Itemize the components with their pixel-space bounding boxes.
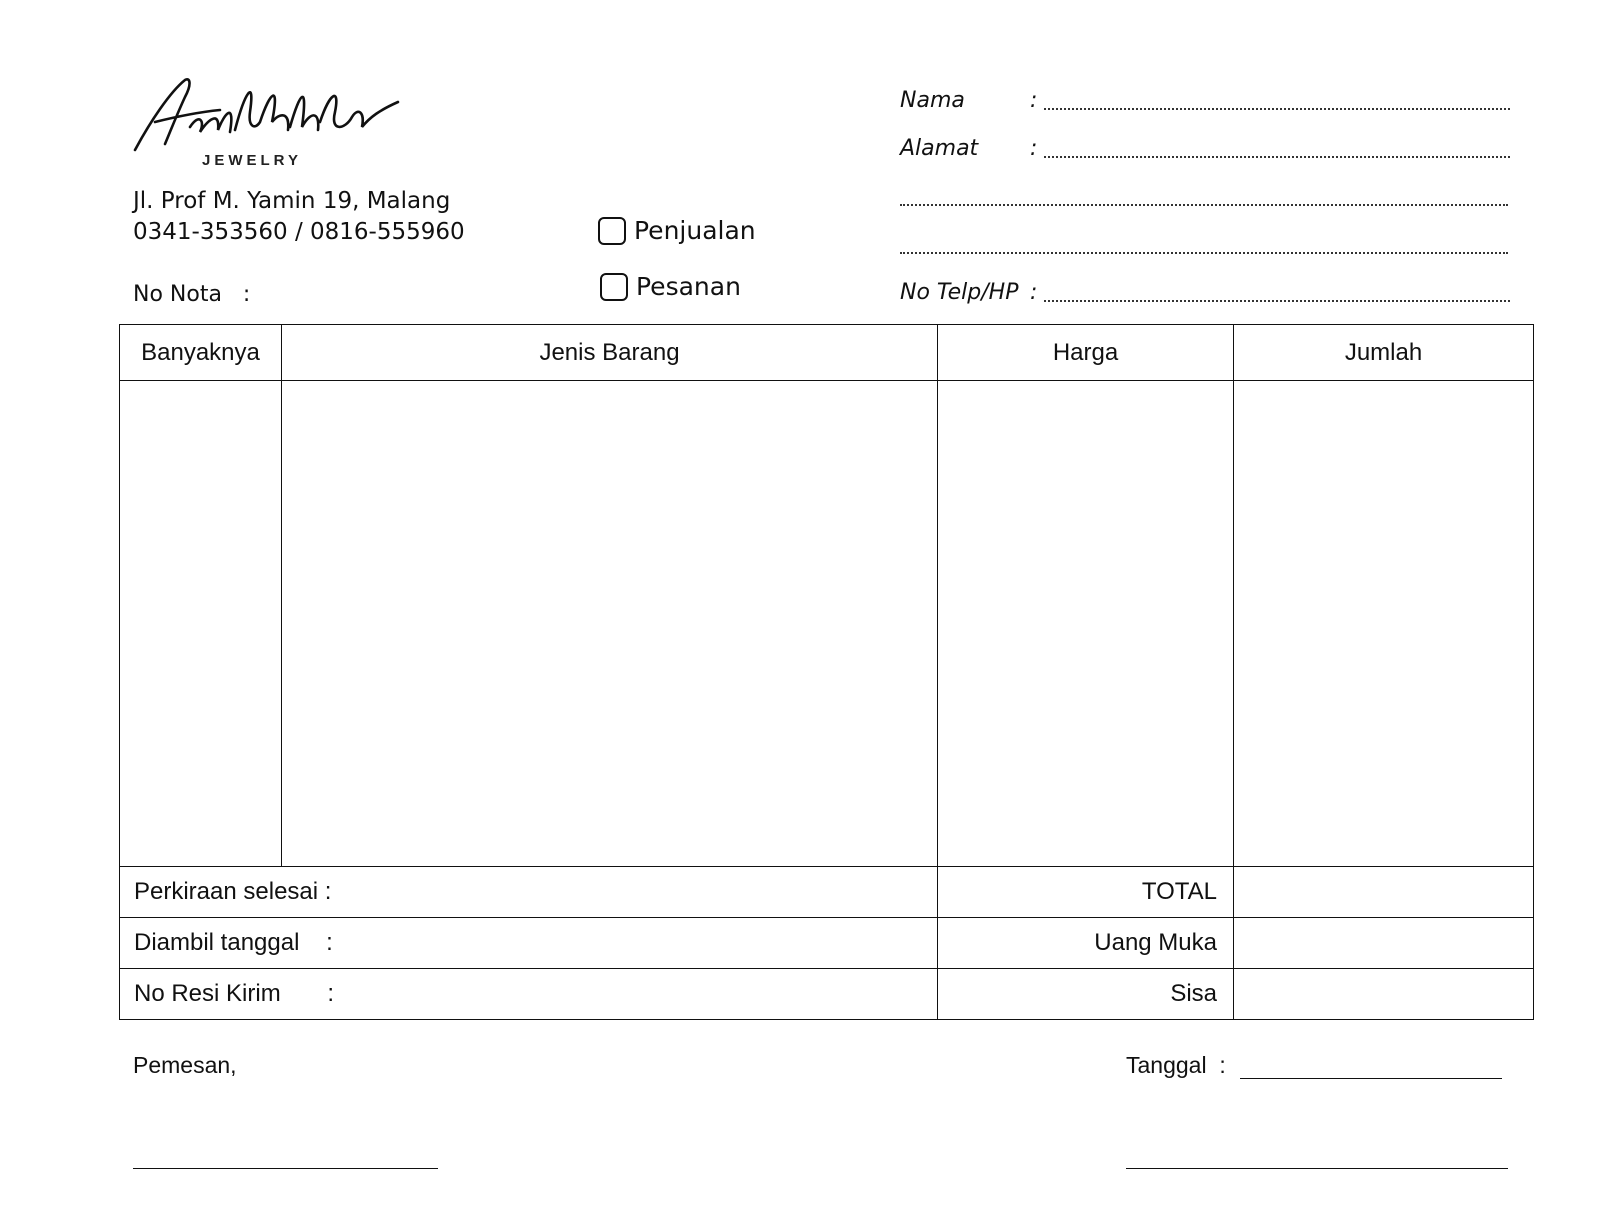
penjual-signature-line[interactable] [1126,1168,1508,1169]
perkiraan-selesai-label: Perkiraan selesai : [120,867,938,918]
tanggal-field[interactable] [1240,1078,1502,1079]
option-pesanan-label: Pesanan [636,272,741,301]
alamat-field-line2[interactable] [900,204,1508,206]
signature-logo-icon [130,72,400,157]
header-harga: Harga [938,325,1234,381]
tanggal-label: Tanggal : [1126,1052,1226,1078]
table-body-row [120,381,1534,867]
option-penjualan[interactable] [598,216,756,245]
table-header-row [120,325,1534,381]
header-banyaknya: Banyaknya [120,325,282,381]
company-logo [130,72,400,172]
company-phone: 0341-353560 / 0816-555960 [133,219,465,245]
sisa-label: Sisa [938,969,1234,1020]
pemesan-label: Pemesan, [133,1052,237,1078]
alamat-label: Alamat [900,136,979,161]
total-label: TOTAL [938,867,1234,918]
pemesan-signature-line[interactable] [133,1168,438,1169]
nota-number-label: No Nota : [133,282,251,307]
jumlah-cell[interactable] [1234,381,1534,867]
nama-label: Nama [900,88,965,113]
sisa-value-cell[interactable] [1234,969,1534,1020]
option-penjualan-label: Penjualan [634,216,756,245]
telp-field[interactable] [1044,300,1510,302]
uang-muka-value-cell[interactable] [1234,918,1534,969]
total-value-cell[interactable] [1234,867,1534,918]
nama-field[interactable] [1044,108,1510,110]
footer-row-uang-muka [120,918,1534,969]
no-resi-kirim-label: No Resi Kirim : [120,969,938,1020]
company-address-block [133,186,465,248]
diambil-tanggal-label: Diambil tanggal : [120,918,938,969]
items-table [119,324,1534,1020]
alamat-field[interactable] [1044,156,1510,158]
header-jenis-barang: Jenis Barang [282,325,938,381]
footer-row-sisa [120,969,1534,1020]
banyaknya-cell[interactable] [120,381,282,867]
jenis-barang-cell[interactable] [282,381,938,867]
telp-label: No Telp/HP [900,280,1019,305]
logo-subtitle: JEWELRY [202,152,302,169]
alamat-colon: : [1030,136,1038,161]
option-pesanan[interactable] [600,272,741,301]
telp-colon: : [1030,280,1038,305]
checkbox-penjualan[interactable] [598,217,626,245]
header-jumlah: Jumlah [1234,325,1534,381]
footer-row-total [120,867,1534,918]
checkbox-pesanan[interactable] [600,273,628,301]
company-address: Jl. Prof M. Yamin 19, Malang [133,188,451,214]
harga-cell[interactable] [938,381,1234,867]
uang-muka-label: Uang Muka [938,918,1234,969]
alamat-field-line3[interactable] [900,252,1508,254]
nama-colon: : [1030,88,1038,113]
